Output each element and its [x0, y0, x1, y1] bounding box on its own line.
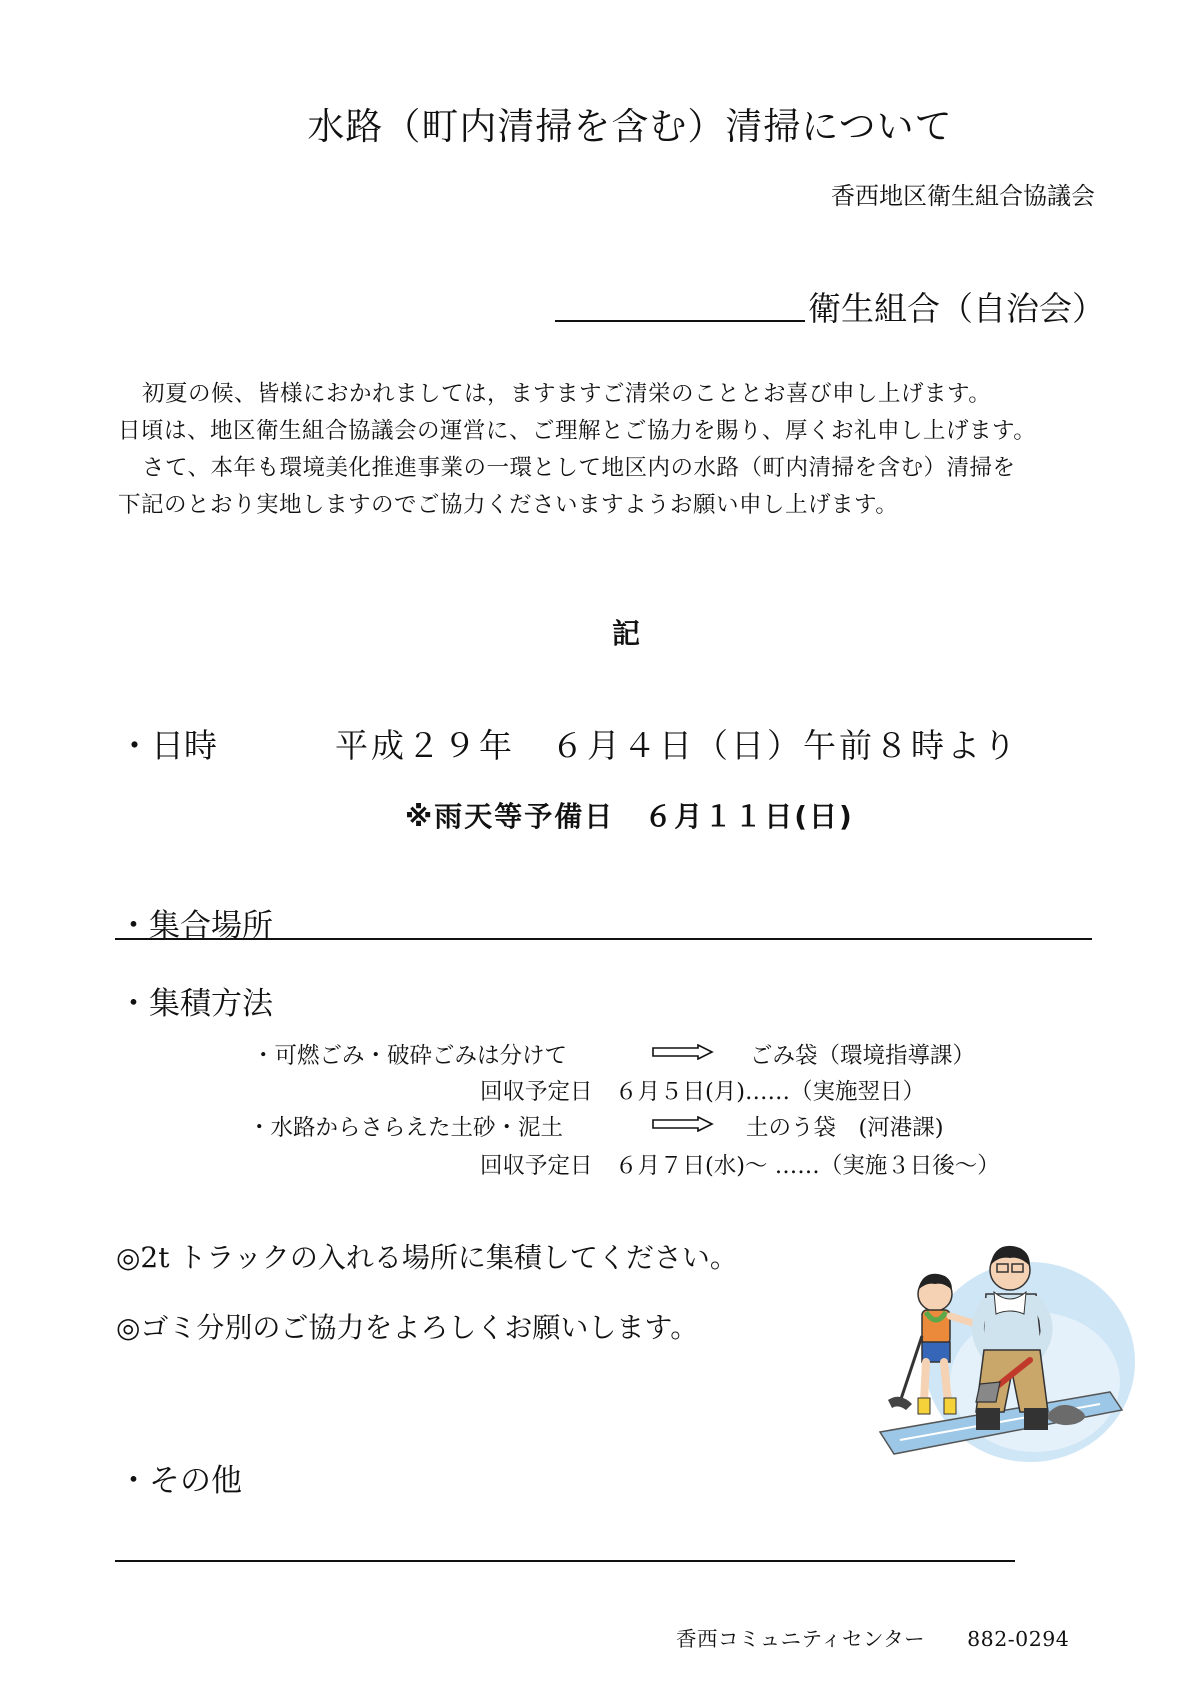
other-blank-line: [115, 1560, 1015, 1562]
other-label: ・その他: [118, 1463, 242, 1499]
rain-date: ※雨天等予備日 ６月１１日(日): [405, 800, 854, 833]
ki-heading: 記: [612, 617, 641, 650]
recipient-blank-line: [555, 320, 805, 322]
footer-contact: 香西コミュニティセンター 882-0294: [676, 1627, 1070, 1651]
body-paragraph-line: 初夏の候、皆様におかれましては，ますますご清栄のこととお喜び申し上げます。: [142, 381, 992, 407]
collection-item-schedule: 回収予定日 ６月７日(水)～ ……（実施３日後～）: [480, 1153, 1000, 1179]
body-paragraph-line: さて、本年も環境美化推進事業の一環として地区内の水路（町内清掃を含む）清掃を: [142, 455, 1016, 481]
collection-item-destination: 土のう袋 (河港課): [746, 1115, 944, 1141]
right-arrow-icon: [652, 1044, 714, 1060]
notice-text: ◎ゴミ分別のご協力をよろしくお願いします。: [116, 1311, 699, 1344]
issuer-name: 香西地区衛生組合協議会: [831, 182, 1095, 210]
cleaning-illustration: [860, 1232, 1140, 1472]
collection-item-schedule: 回収予定日 ６月５日(月)……（実施翌日）: [480, 1079, 926, 1105]
body-paragraph-line: 日頃は、地区衛生組合協議会の運営に、ご理解とご協力を賜り、厚くお礼申し上げます。: [118, 418, 1037, 444]
collection-method-label: ・集積方法: [118, 986, 273, 1022]
collection-item-text: ・可燃ごみ・破砕ごみは分けて: [252, 1043, 568, 1069]
collection-item-destination: ごみ袋（環境指導課）: [750, 1043, 976, 1069]
datetime-value: 平成２９年 ６月４日（日）午前８時より: [335, 726, 1019, 765]
assembly-place-label: ・集合場所: [118, 908, 273, 944]
collection-item-text: ・水路からさらえた土砂・泥土: [248, 1115, 564, 1141]
right-arrow-icon: [652, 1116, 714, 1132]
datetime-label: ・日時: [118, 726, 217, 765]
notice-text: ◎2t トラックの入れる場所に集積してください。: [116, 1241, 738, 1274]
body-paragraph-line: 下記のとおり実地しますのでご協力くださいますようお願い申し上げます。: [118, 492, 899, 518]
assembly-place-blank-line: [115, 938, 1092, 940]
document-title: 水路（町内清掃を含む）清掃について: [307, 105, 953, 148]
recipient-label: 衛生組合（自治会）: [808, 289, 1105, 328]
